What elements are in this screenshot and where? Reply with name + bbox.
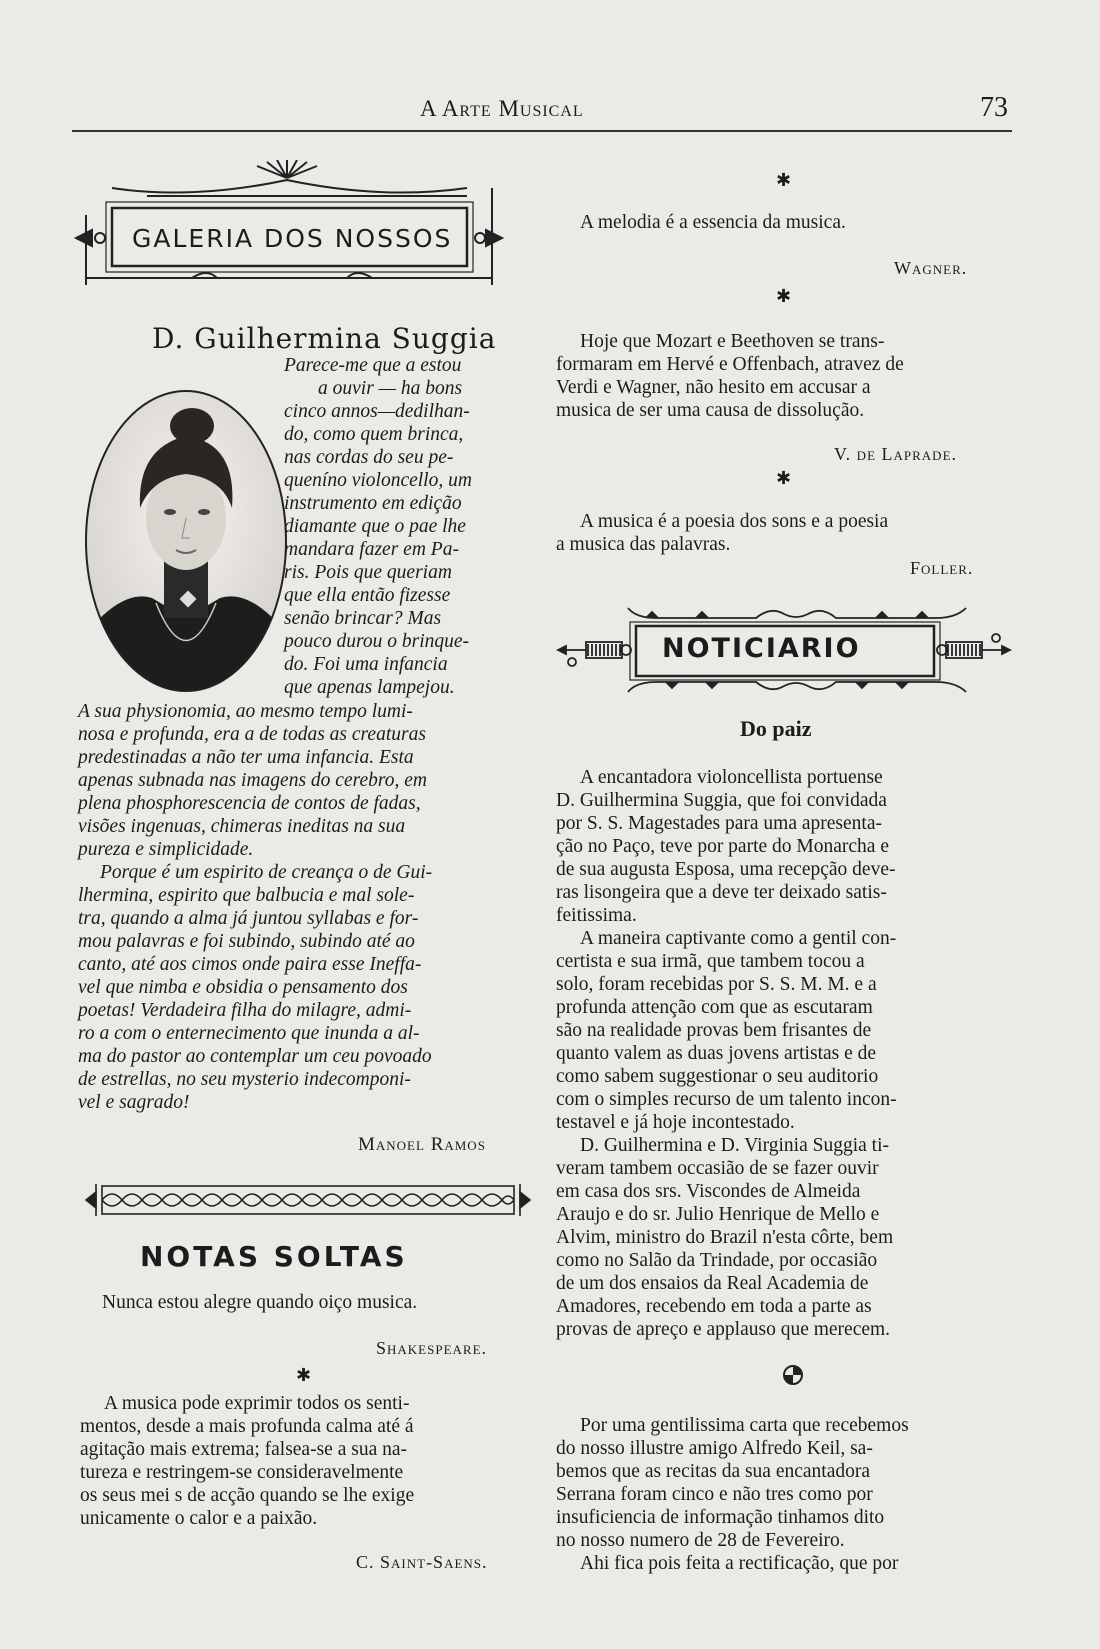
galeria-body-line: mou palavras e foi subindo, subindo até ao (78, 931, 415, 952)
notas-author-4: V. de Laprade. (834, 444, 958, 464)
galeria-intro-line: ris. Pois que queriam (284, 562, 452, 583)
star-separator: ✱ (296, 1365, 312, 1385)
galeria-intro-line: que apenas lampejou. (284, 677, 455, 698)
notas-quote-2-line: unicamente o calor e a paixão. (80, 1508, 318, 1529)
noticiario-line: A maneira captivante como a gentil con- (580, 928, 897, 949)
galeria-intro-line: mandara fazer em Pa- (284, 539, 459, 560)
noticiario-line: Araujo e do sr. Julio Henrique de Mello e (556, 1204, 880, 1225)
noticiario-line: Amadores, recebendo em toda a parte as (556, 1296, 872, 1317)
noticiario-body-2 (556, 1414, 1012, 1575)
notas-quote-2-line: os seus mei s de acção quando se lhe exige (80, 1485, 415, 1506)
noticiario-line: por S. S. Magestades para uma apresenta- (556, 813, 882, 834)
notas-quote-2 (80, 1392, 512, 1530)
noticiario-line: insuficiencia de informação tinhamos dito (556, 1507, 885, 1528)
galeria-intro-line: diamante que o pae lhe (284, 516, 466, 537)
noticiario-line: D. Guilhermina Suggia, que foi convidada (556, 790, 887, 811)
notas-quote-4-line: formaram em Hervé e Offenbach, atravez de (556, 354, 904, 375)
noticiario-line: certista e sua irmã, que tambem tocou a (556, 951, 865, 972)
notas-quote-2-line: mentos, desde a mais profunda calma até á (80, 1416, 414, 1437)
galeria-body-line: predestinadas a não ter uma infancia. Esta (78, 747, 414, 768)
noticiario-line: Alvim, ministro do Brazil n'esta côrte, bem (556, 1227, 894, 1248)
star-separator: ✱ (776, 468, 792, 488)
galeria-body-line: de estrellas, no seu mysterio indecomponi- (78, 1069, 411, 1090)
galeria-body-line: nosa e profunda, era a de todas as creaturas (78, 724, 426, 745)
section-heading: Do paiz (740, 716, 812, 741)
noticiario-line: do nosso illustre amigo Alfredo Keil, sa- (556, 1438, 873, 1459)
notas-quote-5-line: A musica é a poesia dos sons e a poesia (580, 511, 889, 532)
galeria-body-line: canto, até aos cimos onde paira esse Ineffa- (78, 954, 422, 975)
page-number: 73 (980, 92, 1008, 123)
galeria-body-line: tra, quando a alma já juntou syllabas e for- (78, 908, 419, 929)
galeria-intro-line: instrumento em edição (284, 493, 462, 514)
galeria-body-line: lhermina, espirito que balbucia e mal sole- (78, 885, 415, 906)
noticiario-line: bemos que as recitas da sua encantadora (556, 1461, 871, 1482)
notas-author-2: C. Saint-Saens. (356, 1552, 488, 1572)
noticiario-line: quanto valem as duas jovens artistas e de (556, 1043, 877, 1064)
noticiario-line: ras lisongeira que a deve ter deixado satis- (556, 882, 887, 903)
noticiario-line: testavel e já hoje incontestado. (556, 1112, 795, 1133)
noticiario-line: como no Salão da Trindade, por occasião (556, 1250, 878, 1271)
galeria-body-line: Porque é um espirito de creança o de Gui- (100, 862, 433, 883)
notas-quote-5-line: a musica das palavras. (556, 534, 731, 555)
notas-quote-2-line: agitação mais extrema; falsea-se a sua na- (80, 1439, 407, 1460)
galeria-intro-line: queníno violoncello, um (284, 470, 472, 491)
journal-title: A Arte Musical (420, 96, 584, 121)
notas-author-3: Wagner. (894, 258, 968, 278)
notas-title: NOTAS SOLTAS (140, 1240, 408, 1273)
galeria-intro-line: pouco durou o brinque- (284, 631, 470, 652)
notas-author-1: Shakespeare. (376, 1338, 488, 1358)
galeria-intro-line: do. Foi uma infancia (284, 654, 448, 675)
noticiario-body (556, 766, 1012, 1341)
noticiario-line: Ahi fica pois feita a rectificação, que por (580, 1553, 899, 1574)
notas-quote-4-line: Hoje que Mozart e Beethoven se trans- (580, 331, 885, 352)
galeria-body-line: ro a com o enternecimento que inunda a al- (78, 1023, 420, 1044)
notas-quote-4-line: musica de ser uma causa de dissolução. (556, 400, 865, 421)
noticiario-line: profunda attenção com que as escutaram (556, 997, 873, 1018)
galeria-body-line: pureza e simplicidade. (78, 839, 254, 860)
circle-separator-icon (782, 1364, 804, 1386)
noticiario-line: feitissima. (556, 905, 637, 926)
noticiario-line: Serrana foram cinco e não tres como por (556, 1484, 873, 1505)
header-rule (72, 130, 1012, 132)
noticiario-line: A encantadora violoncellista portuense (580, 767, 883, 788)
noticiario-line: como sabem suggestionar o seu auditorio (556, 1066, 879, 1087)
noticiario-line: veram tambem occasião de se fazer ouvir (556, 1158, 879, 1179)
galeria-intro-line: a ouvir — ha bons (318, 378, 463, 399)
noticiario-line: ção no Paço, teve por parte do Monarcha e (556, 836, 889, 857)
galeria-body-line: apenas subnada nas imagens do cerebro, em (78, 770, 427, 791)
galeria-intro (284, 354, 510, 699)
star-separator: ✱ (776, 170, 792, 190)
notas-quote-1: Nunca estou alegre quando oiço musica. (102, 1292, 418, 1313)
noticiario-line: de sua augusta Esposa, uma recepção deve- (556, 859, 896, 880)
notas-quote-2-line: tureza e restringem-se consideravelmente (80, 1462, 404, 1483)
galeria-intro-line: do, como quem brinca, (284, 424, 464, 445)
noticiario-line: de um dos ensaios da Real Academia de (556, 1273, 869, 1294)
portrait-name: D. Guilhermina Suggia (152, 322, 497, 355)
galeria-body-line: plena phosphorescencia de contos de fadas, (78, 793, 421, 814)
noticiario-line: solo, foram recebidas por S. S. M. M. e a (556, 974, 877, 995)
galeria-body-line: ma do pastor ao contemplar um ceu povoado (78, 1046, 432, 1067)
noticiario-banner-title: NOTICIARIO (662, 633, 861, 664)
notas-author-5: Foller. (910, 558, 974, 578)
galeria-intro-line: que ella então fizesse (284, 585, 451, 606)
portrait-image (82, 388, 290, 694)
galeria-body-line: poetas! Verdadeira filha do milagre, admi- (78, 1000, 412, 1021)
noticiario-line: Por uma gentilissima carta que recebemos (580, 1415, 909, 1436)
galeria-intro-line: Parece-me que a estou (284, 355, 462, 376)
ornament-divider (82, 1180, 534, 1220)
galeria-body-line: visões ingenuas, chimeras ineditas na sua (78, 816, 406, 837)
noticiario-line: D. Guilhermina e D. Virginia Suggia ti- (580, 1135, 889, 1156)
notas-quote-3: A melodia é a essencia da musica. (580, 212, 846, 233)
galeria-banner-title: GALERIA DOS NOSSOS (132, 224, 453, 253)
galeria-signature: Manoel Ramos (358, 1134, 486, 1155)
noticiario-line: provas de apreço e applauso que merecem. (556, 1319, 891, 1340)
notas-quote-4 (556, 330, 1012, 422)
noticiario-line: são na realidade provas bem frisantes de (556, 1020, 872, 1041)
galeria-intro-line: nas cordas do seu pe- (284, 447, 454, 468)
galeria-body-line: vel e sagrado! (78, 1092, 190, 1113)
noticiario-line: com o simples recurso de um talento incon- (556, 1089, 897, 1110)
galeria-body (78, 700, 512, 1114)
notas-quote-2-line: A musica pode exprimir todos os senti- (104, 1393, 410, 1414)
noticiario-line: em casa dos srs. Viscondes de Almeida (556, 1181, 861, 1202)
star-separator: ✱ (776, 286, 792, 306)
galeria-body-line: vel que nimba e obsidia o pensamento dos (78, 977, 408, 998)
galeria-intro-line: senão brincar? Mas (284, 608, 442, 629)
galeria-intro-line: cinco annos—dedilhan- (284, 401, 470, 422)
notas-quote-4-line: Verdi e Wagner, não hesito em accusar a (556, 377, 871, 398)
notas-quote-5 (556, 510, 1012, 556)
galeria-body-line: A sua physionomia, ao mesmo tempo lumi- (78, 701, 413, 722)
noticiario-line: no nosso numero de 28 de Fevereiro. (556, 1530, 845, 1551)
